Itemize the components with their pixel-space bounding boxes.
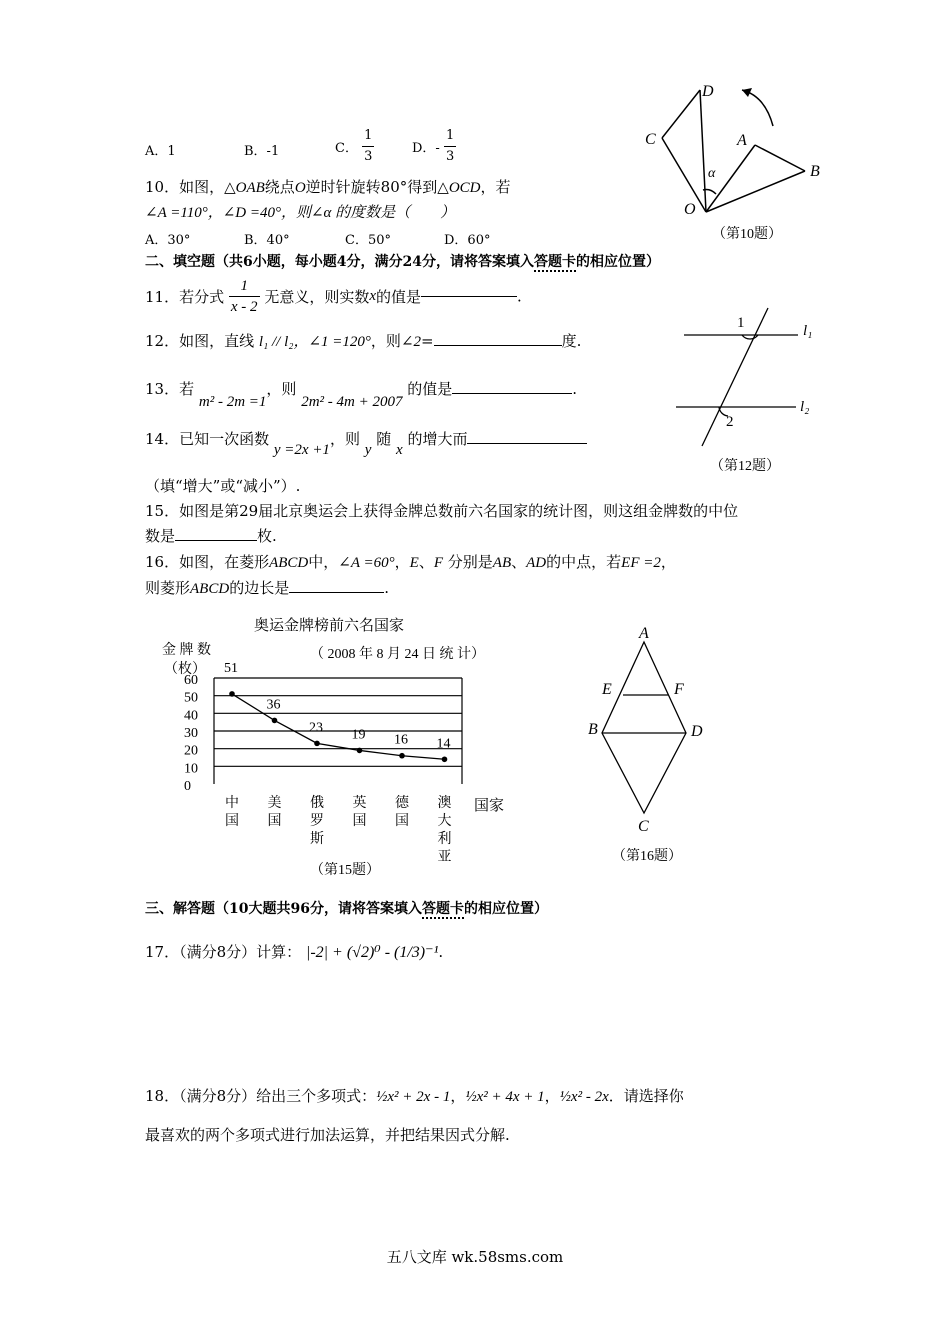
fig16-label-e: E	[602, 681, 612, 698]
fig10-label-d: D	[702, 83, 714, 100]
q16-line1: 16．如图，在菱形ABCD中，∠A =60°，E、F 分别是AB、AD的中点，若EF =2，	[145, 553, 676, 571]
chart-category-label: 澳大利亚	[437, 796, 452, 865]
q16-line2: 则菱形ABCD的边长是 .	[145, 579, 389, 597]
figure-q16	[580, 620, 720, 870]
chart-data-label: 51	[224, 661, 238, 676]
q9-option-d: D．- $\frac{1}{3}$	[412, 128, 455, 164]
chart-point	[357, 748, 363, 754]
figure-q12	[670, 300, 830, 480]
footer: 五八文库 wk.58sms.com	[386, 1248, 564, 1266]
section2-heading: 二、填空题（共6小题，每小题4分，满分24分，请将答案填入答题卡的相应位置）	[145, 254, 660, 270]
chart-category-label: 俄罗斯	[310, 796, 324, 847]
q14-line2: （填“增大”或“减小”）.	[145, 477, 301, 495]
fig12-label-2: 2	[726, 414, 734, 430]
q9-option-b: B．-1	[244, 144, 280, 159]
q17: 17．（满分8分）计算： |-2| + (√2)⁰ - (1/3)⁻¹.	[145, 943, 444, 961]
chart-category-label: 美国	[267, 796, 282, 829]
chart-ytick-label: 10	[184, 761, 198, 777]
chart-subtitle: （ 2008 年 8 月 24 日 统 计）	[310, 647, 485, 662]
fig16-label-b: B	[588, 721, 598, 738]
chart-ytick-label: 50	[184, 690, 198, 706]
chart-point	[314, 741, 320, 747]
chart-category-label: 德国	[395, 796, 409, 829]
chart-ytick-label: 40	[184, 708, 198, 724]
chart-ylabel-unit: （枚）	[164, 662, 206, 677]
q9-option-a: A．1	[145, 144, 176, 159]
q10-option-a: A．30°	[145, 233, 191, 248]
q11: 11．若分式 $\frac{1}{x - 2}$ 无意义，则实数x的值是 .	[145, 278, 522, 315]
chart-ytick-label: 0	[184, 779, 191, 794]
section3-heading: 三、解答题（10大题共96分，请将答案填入答题卡的相应位置）	[145, 901, 548, 917]
q15-line1: 15．如图是第29届北京奥运会上获得金牌总数前六名国家的统计图，则这组金牌数的中位	[145, 502, 739, 520]
q10-option-c: C．50°	[345, 233, 391, 248]
chart-data-label: 23	[309, 720, 323, 736]
figure-q10	[630, 78, 840, 248]
fig12-label-1: 1	[737, 315, 745, 331]
chart-ytick-label: 20	[184, 743, 198, 759]
fig10-label-o: O	[684, 201, 696, 218]
fig16-label-a: A	[639, 625, 649, 642]
chart-caption: （第15题）	[310, 863, 380, 878]
fig10-label-c: C	[645, 131, 656, 148]
chart-point	[399, 753, 405, 759]
chart-ytick-label: 60	[184, 673, 198, 688]
chart-category-label: 中国	[225, 796, 239, 829]
q13: 13．若 m² - 2m =1，则 2m² - 4m + 2007 的值是 .	[145, 380, 578, 410]
chart-data-label: 19	[351, 727, 366, 743]
q10-option-d: D．60°	[444, 233, 491, 248]
q10-option-b: B．40°	[244, 233, 290, 248]
chart-data-label: 36	[266, 697, 281, 713]
fig10-caption: （第10题）	[712, 227, 782, 242]
q18-line2: 最喜欢的两个多项式进行加法运算，并把结果因式分解.	[145, 1126, 510, 1144]
chart-ylabel: 金 牌 数	[162, 643, 211, 658]
chart-point	[442, 756, 448, 762]
fig10-label-a: A	[737, 132, 747, 149]
chart-title: 奥运金牌榜前六名国家	[254, 618, 405, 634]
chart-series-line	[232, 694, 445, 759]
fig10-label-b: B	[810, 163, 820, 180]
chart-ytick-label: 30	[184, 726, 198, 741]
q15-line2: 数是 枚.	[145, 527, 277, 545]
q12: 12．如图，直线 l₁ // l₂，∠1 =120°，则∠2= 度.	[145, 332, 582, 350]
fig16-caption: （第16题）	[612, 849, 682, 864]
fig16-label-d: D	[691, 723, 703, 740]
chart-xlabel: 国家	[474, 798, 505, 814]
fig16-label-c: C	[638, 818, 649, 835]
q18-line1: 18．（满分8分）给出三个多项式：½x² + 2x - 1，½x² + 4x + 1，½x² - 2x．请选择你	[145, 1087, 684, 1105]
chart-data-label: 14	[436, 736, 451, 752]
q10-line2: ∠A =110°，∠D =40°，则∠α 的度数是（ ）	[145, 205, 456, 221]
fig12-caption: （第12题）	[710, 459, 780, 474]
fig12-label-l1: l₁	[803, 323, 813, 339]
chart-point	[229, 691, 235, 697]
chart-q15	[150, 612, 530, 882]
chart-data-label: 16	[394, 732, 408, 748]
fig12-label-l2: l₂	[800, 399, 810, 415]
fig16-label-f: F	[674, 681, 684, 698]
fig10-label-alpha: α	[708, 166, 716, 181]
q14: 14．已知一次函数 y =2x +1，则 y 随 x 的增大而	[145, 428, 587, 449]
q10-line1: 10．如图，△OAB绕点O逆时针旋转80°得到△OCD，若	[145, 178, 511, 196]
chart-point	[272, 718, 278, 724]
chart-category-label: 英国	[352, 796, 367, 829]
q9-option-c: C． $\frac{1}{3}$	[335, 128, 373, 164]
